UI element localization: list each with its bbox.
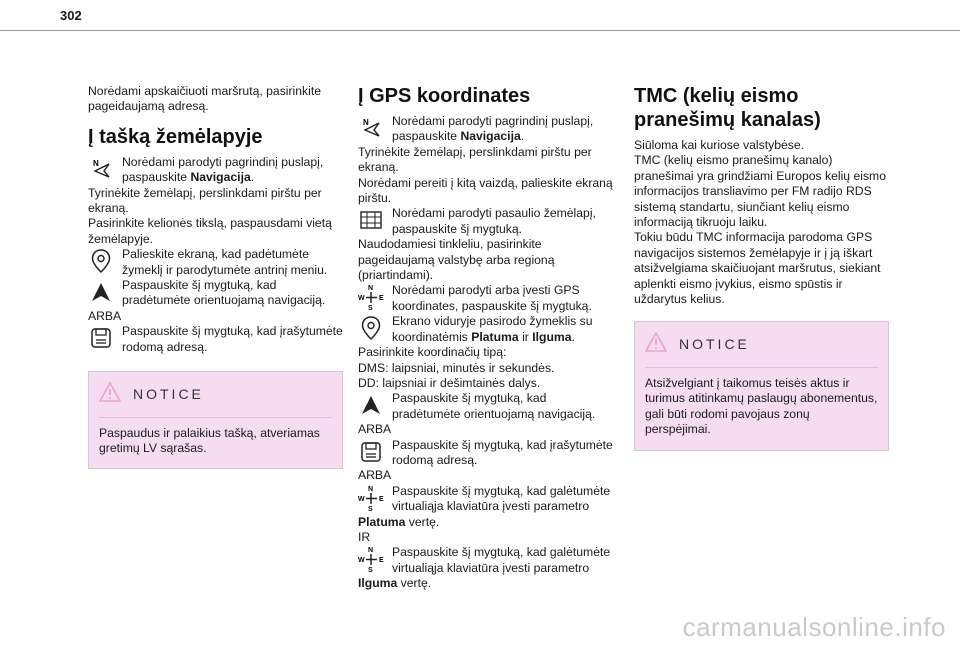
navigation-arrow-icon xyxy=(358,114,384,142)
svg-text:W: W xyxy=(358,495,365,503)
step-start-guidance: Paspauskite šį mygtuką, kad pradėtumėte orientuojamą navigaciją. xyxy=(358,391,618,422)
watermark: carmanualsonline.info xyxy=(682,612,946,642)
notice-box xyxy=(634,321,889,450)
step-navigation: N Norėdami parodyti pagrindinį puslapį, paspauskite Navigacija. xyxy=(358,114,618,145)
svg-text:S: S xyxy=(368,505,373,512)
paragraph: DD: laipsniai ir dešimtainės dalys. xyxy=(358,375,541,390)
compass-icon xyxy=(358,283,384,311)
page-number: 302 xyxy=(60,8,82,23)
column-tmc xyxy=(634,84,889,451)
paragraph: Pasirinkite koordinačių tipą: xyxy=(358,345,507,360)
notice-title: NOTICE xyxy=(133,385,204,402)
and-text: IR xyxy=(358,529,371,544)
navigation-triangle-icon xyxy=(88,278,114,306)
step-start-guidance: Paspauskite šį mygtuką, kad pradėtumėte orientuojamą navigaciją. xyxy=(88,278,343,309)
paragraph: Siūloma kai kuriose valstybėse. xyxy=(634,138,805,152)
warning-icon xyxy=(99,382,121,406)
paragraph: Pasirinkite kelionės tikslą, paspausdami vietą žemėlapyje. xyxy=(88,216,332,246)
map-pin-icon xyxy=(88,247,114,275)
svg-text:W: W xyxy=(358,557,365,565)
or-text: ARBA xyxy=(88,308,122,323)
intro-text: Norėdami apskaičiuoti maršrutą, pasirinkite pageidaujamą adresą. xyxy=(88,84,322,114)
notice-box xyxy=(88,371,343,469)
paragraph: TMC (kelių eismo pranešimų kanalo) pranešimai yra grindžiami Europos kelių eismo informacijos transliavimo per FM radijo RDS sistemą standartu, siunčiant kelių eismo informaciją tikruoju laiku. xyxy=(634,153,886,230)
svg-text:N: N xyxy=(368,547,374,555)
top-divider xyxy=(0,30,960,31)
svg-text:S: S xyxy=(368,567,373,574)
paragraph: DMS: laipsniai, minutės ir sekundės. xyxy=(358,360,555,375)
step-latitude: N S W E Paspauskite šį mygtuką, kad galėtumėte virtualiąja klaviatūra įvesti parametro xyxy=(358,483,611,514)
notice-title: NOTICE xyxy=(679,335,750,352)
svg-text:N: N xyxy=(368,485,374,493)
compass-icon xyxy=(358,545,384,573)
svg-text:E: E xyxy=(379,295,384,303)
svg-text:W: W xyxy=(358,295,365,303)
paragraph: Norėdami pereiti į kitą vaizdą, palieskite ekraną pirštu. xyxy=(358,175,613,206)
step-gps: N S W E Norėdami parodyti arba įvesti GPS koordinates, paspauskite šį mygtuką. xyxy=(358,283,592,313)
save-icon xyxy=(358,438,384,466)
step-longitude: N S W E Paspauskite šį mygtuką, kad galėtumėte virtualiąja klaviatūra įvesti parametro xyxy=(358,545,611,575)
notice-text: Paspaudus ir palaikius tašką, atveriamas gretimų LV sąrašas. xyxy=(99,417,332,457)
column-gps-coordinates: Į GPS koordinates N Norėdami parodyti pagrindinį puslapį, paspauskite Navigacija. Tyrinėkite žemėlapį, perslinkdami pirštu per ekraną. Norėdami pereiti į kitą vaizdą, palieskite ekraną pirštu. Norėdami parodyti pasaulio žemėlapį, paspauskite šį mygtuką. Naudodamiesi tinkleliu, pasirinkite pageidaujamą valstybę arba regioną (priartindami). N S W E Norėdami parodyti arba įvesti GPS koordinates, paspauskite šį mygtuką. Ekrano viduryje pasirodo žymeklis su koordinatėmis Platuma ir Ilguma. Pasirinkite koordinačių tipą: DMS: laipsniai, minutės ir sekundės. DD: laipsniai ir dešimtainės dalys. Paspauskite šį mygtuką, kad pradėtumėte orientuojamą navigaciją. ARBA Paspauskite šį mygtuką, kad įrašytumėte rodomą adresą. ARBA N S W E Paspauskite šį mygtuką, kad galėtumėte virtualiąja klaviatūra įvesti parametro Platuma vertę. IR N S W E Paspauskite šį mygtuką, kad galėtumėte virtualiąja klaviatūra įvesti parametro Ilguma vertę. xyxy=(358,84,618,592)
svg-text:N: N xyxy=(93,158,99,168)
step-marker: Palieskite ekraną, kad padėtumėte žymeklį ir parodytumėte antrinį meniu. xyxy=(88,247,343,278)
svg-text:E: E xyxy=(379,557,384,565)
step-save: Paspauskite šį mygtuką, kad įrašytumėte rodomą adresą. xyxy=(358,438,618,469)
navigation-arrow-icon xyxy=(88,155,114,183)
paragraph: Tyrinėkite žemėlapį, perslinkdami pirštu per ekraną. xyxy=(358,144,592,175)
paragraph: Tokiu būdu TMC informacija parodoma GPS navigacijos sistemos žemėlapyje ir į ją iškart atsižvelgiama skaičiuojant maršrutus, siekiant aplenkti eismo įvykius, eismo spūstis ir uždarytus kelius. xyxy=(634,230,881,307)
navigation-triangle-icon xyxy=(358,391,384,419)
or-text: ARBA xyxy=(358,422,392,437)
column-point-on-map xyxy=(88,84,343,469)
map-pin-icon xyxy=(358,314,384,342)
step-save: Paspauskite šį mygtuką, kad įrašytumėte rodomą adresą. xyxy=(88,324,343,355)
or-text: ARBA xyxy=(358,468,392,483)
save-icon xyxy=(88,324,114,352)
warning-icon xyxy=(645,332,667,356)
paragraph: Naudodamiesi tinkleliu, pasirinkite pageidaujamą valstybę arba regioną (priartindami). xyxy=(358,237,555,283)
step-world-map: Norėdami parodyti pasaulio žemėlapį, paspauskite šį mygtuką. xyxy=(358,206,618,237)
heading-gps-coordinates: Į GPS koordinates xyxy=(358,85,531,107)
paragraph: Tyrinėkite žemėlapį, perslinkdami pirštu per ekraną. xyxy=(88,185,322,216)
svg-text:N: N xyxy=(363,118,369,127)
heading-tmc: TMC (kelių eismo pranešimų kanalas) xyxy=(634,85,821,131)
svg-text:N: N xyxy=(368,285,374,293)
step-marker: Ekrano viduryje pasirodo žymeklis su koordinatėmis Platuma ir Ilguma. xyxy=(358,314,618,345)
compass-icon xyxy=(358,484,384,512)
svg-text:E: E xyxy=(379,495,384,503)
notice-text: Atsižvelgiant į taikomus teisės aktus ir turimus atitinkamų paslaugų abonementus, gali būti rodomi pavojaus zonų perspėjimai. xyxy=(645,367,878,438)
step-navigation: N Norėdami parodyti pagrindinį puslapį, paspauskite Navigacija. xyxy=(88,155,343,186)
world-map-icon xyxy=(358,206,384,234)
svg-text:S: S xyxy=(368,305,373,312)
heading-point-on-map: Į tašką žemėlapyje xyxy=(88,125,263,148)
